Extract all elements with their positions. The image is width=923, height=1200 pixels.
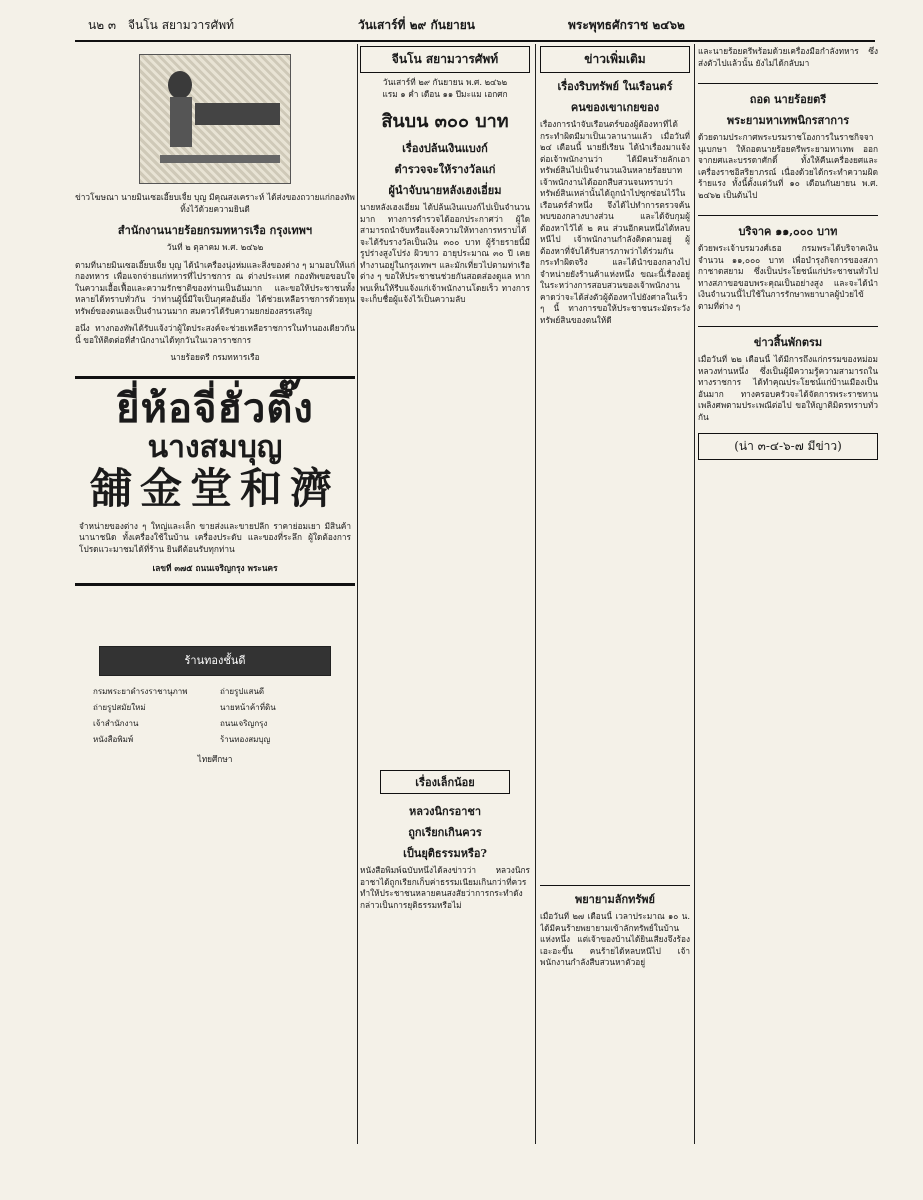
column-divider bbox=[694, 44, 695, 1144]
news-body: เรื่องการนำจับเรือนตร์ของผู้ต้องหาที่ได้กระทำผิดมีมาเป็นเวลานานแล้ว เมื่อวันที่ ๒๔ เดือนนี้ นายยี่เรียน ได้นำเรื่องมาแจ้งต่อเจ้าพนักงานว่า ได้มีคนร้ายลักเอาทรัพย์สินไปเป็นจำนวนเงินหลายร้อยบาท เจ้าพนักงานได้ออกสืบสวนจนทราบว่า ทรัพย์สินเหล่านั้นได้ถูกนำไปซุกซ่อนไว้ในเรือนตร์ลำหนึ่ง จึงได้ไปทำการตรวจค้น พบของกลางบางส่วน และได้จับกุมผู้ต้องหาไว้ได้ ๒ คน ส่วนอีกคนหนึ่งได้หลบหนีไป เจ้าพนักงานกำลังติดตามอยู่ ผู้ต้องหาที่จับได้รับสารภาพว่าได้ร่วมกันกระทำผิดจริง และได้นำของกลางไปจำหน่ายยังร้านค้าแห่งหนึ่ง ขณะนี้เรื่องอยู่ในระหว่างการสอบสวนของเจ้าพนักงาน คาดว่าจะได้ส่งตัวผู้ต้องหาไปยังศาลในเร็ว ๆ นี้ ทางการขอให้ประชาชนระมัดระวังทรัพย์สินของตนให้ดี bbox=[540, 119, 690, 325]
demotion-subhead: พระยามหาเทพนิกรสาการ bbox=[726, 114, 850, 127]
header-rule bbox=[75, 40, 875, 42]
intro-text: ข่าวโฆษณา นายมินเซอเอี๊ยบเจี้ย บุญ มีคุณสงเคราะห์ ได้ส่งของถวายแก่กองทัพ ทิ้งไว้ด้วยความยินดี bbox=[75, 192, 355, 214]
contact-item: ร้านทองสมบุญ bbox=[220, 734, 271, 744]
notice-body: ตามที่นายมินเซอเอี๊ยบเจี้ย บุญ ได้นำเครื่องนุ่งห่มและสิ่งของต่าง ๆ มามอบให้แก่กองทหาร เพื่อแจกจ่ายแก่ทหารที่ไปราชการ ณ ต่างประเทศ กองทัพขอขอบใจในความเอื้อเฟื้อและความรักชาติของท่านเป็นอันมาก และขอให้ประชาชนทั้งหลายได้ทราบทั่วกัน ว่าท่านผู้นี้มีใจเป็นกุศลอันยิ่ง ได้ช่วยเหลือราชการด้วยทุนทรัพย์ของตนเองเป็นจำนวนมาก สมควรได้รับความยกย่องสรรเสริญ bbox=[75, 259, 355, 316]
ad-address: เลขที่ ๓๗๕ ถนนเจริญกรุง พระนคร bbox=[152, 563, 278, 573]
paper-name: จีนโน สยามวารศัพท์ bbox=[128, 18, 235, 32]
demotion-heading: ถอด นายร้อยตรี bbox=[698, 83, 878, 108]
contact-item: ถ่ายรูปสมัยใหม่ bbox=[93, 702, 146, 712]
notice-date: วันที่ ๒ ตุลาคม พ.ศ. ๒๔๖๒ bbox=[166, 242, 264, 252]
ad-chinese-name: 舖金堂和濟 bbox=[89, 463, 340, 513]
story-body: หนังสือพิมพ์ฉบับหนึ่งได้ลงข่าวว่า หลวงนิกรอาชาได้ถูกเรียกเก็บค่าธรรมเนียมเกินกว่าที่ควร ทำให้ประชาชนหลายคนสงสัยว่าการกระทำดังกล่าวเป็นการยุติธรรมหรือไม่ bbox=[360, 865, 530, 910]
page-number: น๒ ๓ bbox=[88, 18, 117, 32]
story-subhead-2: ถูกเรียกเกินควร bbox=[408, 826, 482, 839]
donation-heading: บริจาค ๑๑,๐๐๐ บาท bbox=[698, 215, 878, 240]
column-1 bbox=[75, 46, 355, 1146]
column-footer: ไทยศึกษา bbox=[197, 753, 233, 764]
demotion-body: ด้วยตามประกาศพระบรมราชโองการในราชกิจจานุเบกษา ให้ถอดนายร้อยตรีพระยามหาเทพ ออกจากยศและบรรดาศักดิ์ ทั้งให้คืนเครื่องยศและเครื่องราชอิสริยาภรณ์ เนื่องด้วยได้กระทำความผิดร้ายแรง ทั้งนี้ตั้งแต่วันที่ ๑๐ เดือนกันยายน พ.ศ. ๒๔๖๒ เป็นต้นไป bbox=[698, 132, 878, 200]
column-2 bbox=[360, 46, 530, 1146]
reward-subhead-3: ผู้นำจับนายหลังเฮงเอี่ยม bbox=[388, 184, 502, 197]
story-subhead: หลวงนิกรอาชา bbox=[408, 805, 482, 818]
column-4 bbox=[698, 46, 878, 1146]
contact-item: เจ้าสำนักงาน bbox=[93, 718, 139, 728]
continued-text: และนายร้อยตรีพร้อมด้วยเครื่องมือกำลังทหาร ซึ่งส่งตัวไปแล้วนั้น ยังไม่ได้กลับมา bbox=[698, 46, 878, 68]
obituary-heading: ข่าวสิ้นพักตรม bbox=[698, 326, 878, 351]
banner-ad: ร้านทองชั้นดี bbox=[99, 646, 331, 676]
continued-pages-note: (น่า ๓-๔-๖-๗ มีข่าว) bbox=[698, 433, 878, 460]
reward-headline: สินบน ๓๐๐ บาท bbox=[381, 111, 509, 132]
masthead: จีนโน สยามวารศัพท์ bbox=[360, 46, 530, 73]
reward-subhead: เรื่องปล้นเงินแบงก์ bbox=[402, 142, 488, 155]
story-headline: เรื่องเล็กน้อย bbox=[380, 770, 510, 794]
contact-item: ถ่ายรูปแสนดี bbox=[220, 686, 265, 696]
column-divider bbox=[535, 44, 536, 1144]
masthead-lunar-date: แรม ๑ ค่ำ เดือน ๑๑ ปีมะแม เอกศก bbox=[382, 88, 508, 99]
contact-item: กรมพระยาดำรงราชานุภาพ bbox=[93, 686, 188, 696]
theft-heading: พยายามลักทรัพย์ bbox=[540, 885, 690, 908]
contact-item: ถนนเจริญกรุง bbox=[220, 718, 268, 728]
news-subhead-2: คนของเขาเกยของ bbox=[570, 101, 660, 114]
masthead-date: วันเสาร์ที่ ๒๙ กันยายน พ.ศ. ๒๔๖๒ bbox=[382, 77, 508, 87]
contact-item: นายหน้าค้าที่ดิน bbox=[220, 702, 276, 712]
contact-list bbox=[75, 686, 355, 746]
page-header bbox=[88, 16, 868, 38]
shop-advertisement bbox=[75, 376, 355, 586]
obituary-body: เมื่อวันที่ ๒๒ เดือนนี้ ได้มีการถึงแก่กรรมของหม่อมหลวงท่านหนึ่ง ซึ่งเป็นผู้มีความรู้ความสามารถในทางราชการ ได้ทำคุณประโยชน์แก่บ้านเมืองเป็นอันมาก ทางครอบครัวจะได้จัดการพระราชทานเพลิงศพตามประเพณีต่อไป ขอให้ญาติมิตรทราบทั่วกัน bbox=[698, 354, 878, 422]
more-news-heading: ข่าวเพิ่มเติม bbox=[540, 46, 690, 73]
column-divider bbox=[357, 44, 358, 1144]
donation-body: ด้วยพระเจ้าบรมวงศ์เธอ กรมพระได้บริจาคเงินจำนวน ๑๑,๐๐๐ บาท เพื่อบำรุงกิจการของสภากาชาดสยาม ซึ่งเป็นประโยชน์แก่ประชาชนทั่วไป ทางสภาขอขอบพระคุณเป็นอย่างสูง และจะได้นำเงินจำนวนนี้ไปใช้ในการรักษาพยาบาลผู้ป่วยไข้ตามที่ต่าง ๆ bbox=[698, 243, 878, 311]
news-subhead: เรื่องริบทรัพย์ ในเรือนตร์ bbox=[557, 80, 673, 93]
ad-owner-name: นางสมบุญ bbox=[147, 429, 283, 465]
reward-subhead-2: ตำรวจจะให้รางวัลแก่ bbox=[394, 163, 496, 176]
illustration-image bbox=[139, 54, 291, 184]
story-subhead-3: เป็นยุติธรรมหรือ? bbox=[403, 847, 487, 860]
notice-signature: นายร้อยตรี กรมทหารเรือ bbox=[170, 352, 260, 362]
notice-body-2: อนึ่ง ทางกองทัพได้รับแจ้งว่าผู้ใดประสงค์จะช่วยเหลือราชการในทำนองเดียวกันนี้ ขอให้ติดต่อที่สำนักงานได้ทุกวันในเวลาราชการ bbox=[75, 323, 355, 345]
column-3 bbox=[540, 46, 690, 1146]
contact-item: หนังสือพิมพ์ bbox=[93, 734, 134, 744]
theft-body: เมื่อวันที่ ๒๗ เดือนนี้ เวลาประมาณ ๑๐ น. ได้มีคนร้ายพยายามเข้าลักทรัพย์ในบ้านแห่งหนึ่ง แต่เจ้าของบ้านได้ยินเสียงจึงร้องเอะอะขึ้น คนร้ายได้หลบหนีไป เจ้าพนักงานกำลังสืบสวนหาตัวอยู่ bbox=[540, 911, 690, 967]
ad-shop-name: ยี่ห้อจี่ฮั่วตึ๊ง bbox=[116, 384, 314, 432]
era-year: พระพุทธศักราช ๒๔๖๒ bbox=[568, 18, 685, 32]
ad-body: จำหน่ายของต่าง ๆ ใหญ่และเล็ก ขายส่งและขายปลีก ราคาย่อมเยา มีสินค้านานาชนิด ทั้งเครื่องใช้ในบ้าน เครื่องประดับ และของที่ระลึก ผู้ใดต้องการโปรดแวะมาชมได้ที่ร้าน ยินดีต้อนรับทุกท่าน bbox=[79, 520, 351, 554]
figure-drawing bbox=[140, 55, 290, 183]
issue-date: วันเสาร์ที่ ๒๙ กันยายน bbox=[358, 18, 475, 32]
reward-body: นายหลังเฮงเอี่ยม ได้ปล้นเงินแบงก์ไปเป็นจำนวนมาก ทางการตำรวจได้ออกประกาศว่า ผู้ใดสามารถนำจับหรือแจ้งความให้ทางการทราบได้ จะได้รับรางวัลเป็นเงิน ๓๐๐ บาท ผู้ร้ายรายนี้มีรูปร่างสูงโปร่ง ผิวขาว อายุประมาณ ๓๐ ปี เคยทำงานอยู่ในกรุงเทพฯ และมักเที่ยวไปตามท่าเรือต่าง ๆ ขอให้ประชาชนช่วยกันสอดส่องดูแล หากพบเห็นให้รีบแจ้งแก่เจ้าพนักงานโดยเร็ว ทางการจะเก็บชื่อผู้แจ้งไว้เป็นความลับ bbox=[360, 202, 530, 304]
office-heading: สำนักงานนายร้อยกรมทหารเรือ กรุงเทพฯ bbox=[117, 224, 313, 237]
